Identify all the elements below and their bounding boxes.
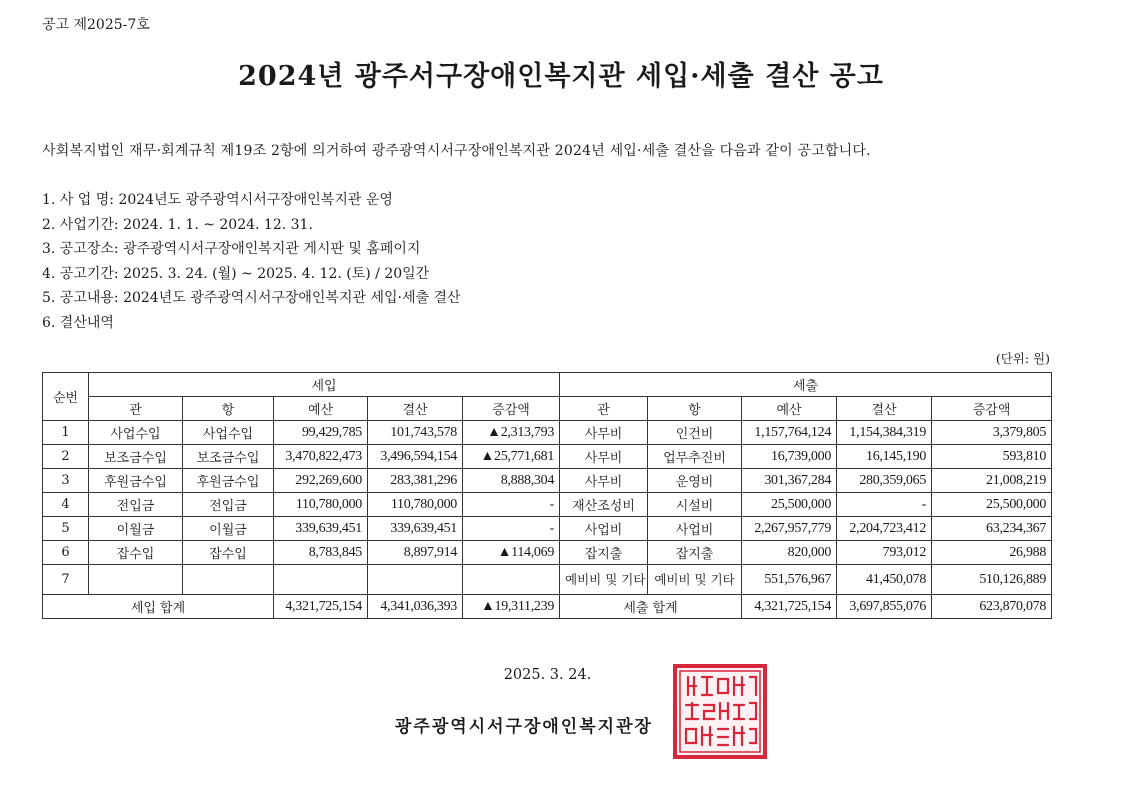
- item-business-period: 2. 사업기간: 2024. 1. 1. ~ 2024. 12. 31.: [42, 216, 313, 233]
- expenditure-settlement: 1,154,384,319: [837, 421, 932, 445]
- revenue-settlement: 101,743,578: [368, 421, 463, 445]
- expenditure-settlement: 793,012: [837, 541, 932, 565]
- revenue-change: [463, 565, 560, 595]
- expenditure-hang: 운영비: [648, 469, 742, 493]
- revenue-hang: 사업수입: [183, 421, 274, 445]
- expenditure-total-change: 623,870,078: [932, 595, 1052, 619]
- revenue-total-change: ▲19,311,239: [463, 595, 560, 619]
- header-expenditure-gwan: 관: [560, 397, 648, 421]
- expenditure-budget: 551,576,967: [742, 565, 837, 595]
- revenue-gwan: 이월금: [89, 517, 183, 541]
- official-seal: [672, 663, 768, 760]
- row-no: 5: [43, 517, 89, 541]
- header-revenue-gwan: 관: [89, 397, 183, 421]
- expenditure-budget: 1,157,764,124: [742, 421, 837, 445]
- expenditure-hang: 인건비: [648, 421, 742, 445]
- table-row: [43, 517, 1052, 541]
- row-no: 4: [43, 493, 89, 517]
- header-revenue-settlement: 결산: [368, 397, 463, 421]
- page-title: 2024년 광주서구장애인복지관 세입·세출 결산 공고: [238, 61, 884, 92]
- expenditure-budget: 16,739,000: [742, 445, 837, 469]
- expenditure-hang: 예비비 및 기타: [648, 565, 742, 595]
- row-no: 2: [43, 445, 89, 469]
- expenditure-hang: 잡지출: [648, 541, 742, 565]
- expenditure-hang: 사업비: [648, 517, 742, 541]
- table-row: [43, 469, 1052, 493]
- header-revenue: 세입: [89, 373, 560, 397]
- notice-date: 2025. 3. 24.: [503, 667, 592, 683]
- revenue-settlement: 283,381,296: [368, 469, 463, 493]
- expenditure-change: 26,988: [932, 541, 1052, 565]
- expenditure-change: 3,379,805: [932, 421, 1052, 445]
- revenue-hang: [183, 565, 274, 595]
- table-row: [43, 493, 1052, 517]
- revenue-change: 8,888,304: [463, 469, 560, 493]
- expenditure-budget: 2,267,957,779: [742, 517, 837, 541]
- revenue-hang: 잡수입: [183, 541, 274, 565]
- expenditure-budget: 301,367,284: [742, 469, 837, 493]
- revenue-budget: 3,470,822,473: [274, 445, 368, 469]
- expenditure-gwan: 사업비: [560, 517, 648, 541]
- row-no: 3: [43, 469, 89, 493]
- expenditure-change: 21,008,219: [932, 469, 1052, 493]
- revenue-hang: 후원금수입: [183, 469, 274, 493]
- expenditure-budget: 820,000: [742, 541, 837, 565]
- revenue-change: -: [463, 517, 560, 541]
- expenditure-change: 25,500,000: [932, 493, 1052, 517]
- revenue-hang: 이월금: [183, 517, 274, 541]
- expenditure-hang: 시설비: [648, 493, 742, 517]
- item-business-name: 1. 사 업 명: 2024년도 광주광역시서구장애인복지관 운영: [42, 192, 393, 208]
- notice-items: [42, 188, 461, 335]
- header-revenue-budget: 예산: [274, 397, 368, 421]
- expenditure-total-settlement: 3,697,855,076: [837, 595, 932, 619]
- expenditure-hang: 업무추진비: [648, 445, 742, 469]
- revenue-total-budget: 4,321,725,154: [274, 595, 368, 619]
- revenue-settlement: 110,780,000: [368, 493, 463, 517]
- revenue-change: ▲114,069: [463, 541, 560, 565]
- header-no: 순번: [43, 373, 89, 421]
- item-notice-content: 5. 공고내용: 2024년도 광주광역시서구장애인복지관 세입·세출 결산: [42, 290, 461, 306]
- table-row: [43, 445, 1052, 469]
- unit-label: (단위: 원): [995, 351, 1050, 366]
- settlement-table: [42, 372, 1052, 619]
- revenue-settlement: [368, 565, 463, 595]
- revenue-total-settlement: 4,341,036,393: [368, 595, 463, 619]
- expenditure-settlement: 280,359,065: [837, 469, 932, 493]
- expenditure-settlement: -: [837, 493, 932, 517]
- expenditure-change: 510,126,889: [932, 565, 1052, 595]
- expenditure-gwan: 예비비 및 기타: [560, 565, 648, 595]
- header-revenue-change: 증감액: [463, 397, 560, 421]
- expenditure-gwan: 사무비: [560, 469, 648, 493]
- header-expenditure: 세출: [560, 373, 1052, 397]
- expenditure-gwan: 잡지출: [560, 541, 648, 565]
- revenue-change: ▲25,771,681: [463, 445, 560, 469]
- expenditure-gwan: 재산조성비: [560, 493, 648, 517]
- revenue-budget: 110,780,000: [274, 493, 368, 517]
- notice-number: 공고 제2025-7호: [42, 17, 150, 33]
- expenditure-gwan: 사무비: [560, 421, 648, 445]
- revenue-budget: 99,429,785: [274, 421, 368, 445]
- revenue-hang: 보조금수입: [183, 445, 274, 469]
- revenue-gwan: 후원금수입: [89, 469, 183, 493]
- revenue-budget: 339,639,451: [274, 517, 368, 541]
- table-row: [43, 421, 1052, 445]
- revenue-settlement: 339,639,451: [368, 517, 463, 541]
- revenue-change: -: [463, 493, 560, 517]
- revenue-change: ▲2,313,793: [463, 421, 560, 445]
- revenue-budget: 292,269,600: [274, 469, 368, 493]
- expenditure-settlement: 41,450,078: [837, 565, 932, 595]
- revenue-settlement: 8,897,914: [368, 541, 463, 565]
- expenditure-gwan: 사무비: [560, 445, 648, 469]
- header-expenditure-settlement: 결산: [837, 397, 932, 421]
- expenditure-settlement: 2,204,723,412: [837, 517, 932, 541]
- revenue-budget: 8,783,845: [274, 541, 368, 565]
- intro-paragraph: 사회복지법인 재무·회계규칙 제19조 2항에 의거하여 광주광역시서구장애인복지관 2024년 세입·세출 결산을 다음과 같이 공고합니다.: [42, 143, 871, 159]
- item-notice-place: 3. 공고장소: 광주광역시서구장애인복지관 게시판 및 홈페이지: [42, 241, 421, 257]
- expenditure-change: 593,810: [932, 445, 1052, 469]
- header-revenue-hang: 항: [183, 397, 274, 421]
- revenue-settlement: 3,496,594,154: [368, 445, 463, 469]
- expenditure-total-budget: 4,321,725,154: [742, 595, 837, 619]
- revenue-gwan: 전입금: [89, 493, 183, 517]
- revenue-gwan: 잡수입: [89, 541, 183, 565]
- revenue-gwan: 사업수입: [89, 421, 183, 445]
- revenue-gwan: [89, 565, 183, 595]
- revenue-budget: [274, 565, 368, 595]
- revenue-gwan: 보조금수입: [89, 445, 183, 469]
- row-no: 7: [43, 565, 89, 595]
- table-row: [43, 541, 1052, 565]
- expenditure-settlement: 16,145,190: [837, 445, 932, 469]
- organization-signature: 광주광역시서구장애인복지관장: [395, 717, 653, 737]
- row-no: 1: [43, 421, 89, 445]
- revenue-hang: 전입금: [183, 493, 274, 517]
- header-expenditure-budget: 예산: [742, 397, 837, 421]
- revenue-total-label: 세입 합계: [43, 595, 274, 619]
- row-no: 6: [43, 541, 89, 565]
- table-row: [43, 565, 1052, 595]
- item-settlement-details: 6. 결산내역: [42, 314, 114, 331]
- expenditure-change: 63,234,367: [932, 517, 1052, 541]
- header-expenditure-change: 증감액: [932, 397, 1052, 421]
- expenditure-total-label: 세출 합계: [560, 595, 742, 619]
- expenditure-budget: 25,500,000: [742, 493, 837, 517]
- header-expenditure-hang: 항: [648, 397, 742, 421]
- total-row: [43, 595, 1052, 619]
- item-notice-period: 4. 공고기간: 2025. 3. 24. (월) ~ 2025. 4. 12. (토) / 20일간: [42, 265, 430, 282]
